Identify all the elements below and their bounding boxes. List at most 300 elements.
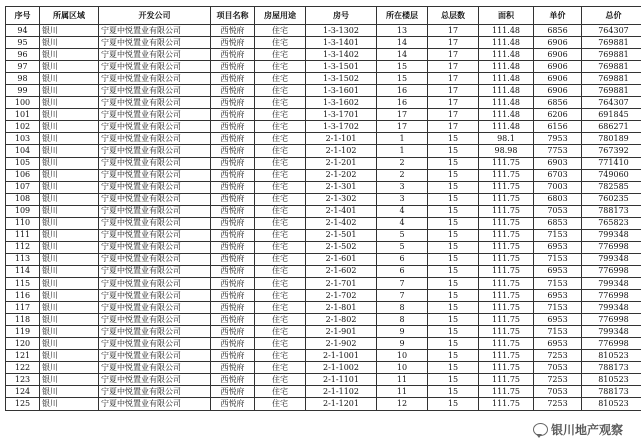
cell-project: 西悦府 xyxy=(211,386,255,398)
cell-unit-price: 6206 xyxy=(534,109,582,121)
cell-project: 西悦府 xyxy=(211,37,255,49)
cell-project: 西悦府 xyxy=(211,217,255,229)
cell-total-price: 764307 xyxy=(582,25,641,37)
cell-index: 99 xyxy=(6,85,40,97)
cell-index: 120 xyxy=(6,338,40,350)
cell-index: 108 xyxy=(6,193,40,205)
cell-area: 111.75 xyxy=(479,181,534,193)
cell-total-price: 782585 xyxy=(582,181,641,193)
cell-index: 103 xyxy=(6,133,40,145)
cell-floor: 12 xyxy=(377,398,428,410)
cell-project: 西悦府 xyxy=(211,157,255,169)
cell-region: 银川 xyxy=(40,145,99,157)
cell-region: 银川 xyxy=(40,302,99,314)
cell-index: 104 xyxy=(6,145,40,157)
cell-area: 111.75 xyxy=(479,302,534,314)
cell-area: 111.48 xyxy=(479,97,534,109)
cell-area: 111.75 xyxy=(479,374,534,386)
cell-area: 98.1 xyxy=(479,133,534,145)
cell-total-floors: 17 xyxy=(428,109,479,121)
cell-unit-price: 7153 xyxy=(534,326,582,338)
cell-floor: 5 xyxy=(377,241,428,253)
cell-floor: 2 xyxy=(377,169,428,181)
cell-unit: 1-3-1402 xyxy=(306,49,377,61)
cell-developer: 宁夏中悦置业有限公司 xyxy=(99,85,211,97)
cell-unit: 2-1-901 xyxy=(306,326,377,338)
cell-project: 西悦府 xyxy=(211,121,255,133)
cell-developer: 宁夏中悦置业有限公司 xyxy=(99,169,211,181)
table-row xyxy=(6,85,641,97)
cell-usage: 住宅 xyxy=(255,157,306,169)
cell-project: 西悦府 xyxy=(211,97,255,109)
cell-total-price: 776998 xyxy=(582,338,641,350)
cell-region: 银川 xyxy=(40,338,99,350)
cell-unit: 2-1-302 xyxy=(306,193,377,205)
cell-total-price: 810523 xyxy=(582,398,641,410)
cell-developer: 宁夏中悦置业有限公司 xyxy=(99,133,211,145)
column-header-unit: 房号 xyxy=(306,7,377,25)
table-row xyxy=(6,61,641,73)
cell-unit: 1-3-1401 xyxy=(306,37,377,49)
cell-region: 银川 xyxy=(40,169,99,181)
cell-unit: 2-1-401 xyxy=(306,205,377,217)
column-header-total-floors: 总层数 xyxy=(428,7,479,25)
column-header-region: 所属区域 xyxy=(40,7,99,25)
cell-floor: 16 xyxy=(377,85,428,97)
cell-project: 西悦府 xyxy=(211,398,255,410)
table-row xyxy=(6,157,641,169)
cell-area: 111.75 xyxy=(479,386,534,398)
cell-developer: 宁夏中悦置业有限公司 xyxy=(99,253,211,265)
table-row xyxy=(6,25,641,37)
cell-floor: 13 xyxy=(377,25,428,37)
cell-usage: 住宅 xyxy=(255,386,306,398)
cell-unit-price: 6856 xyxy=(534,25,582,37)
cell-region: 银川 xyxy=(40,37,99,49)
cell-project: 西悦府 xyxy=(211,241,255,253)
cell-floor: 8 xyxy=(377,314,428,326)
cell-unit: 1-3-1501 xyxy=(306,61,377,73)
cell-floor: 3 xyxy=(377,181,428,193)
cell-total-floors: 15 xyxy=(428,302,479,314)
cell-floor: 6 xyxy=(377,253,428,265)
cell-region: 银川 xyxy=(40,326,99,338)
cell-floor: 17 xyxy=(377,109,428,121)
cell-total-price: 760235 xyxy=(582,193,641,205)
cell-unit-price: 7253 xyxy=(534,374,582,386)
table-row xyxy=(6,97,641,109)
cell-floor: 10 xyxy=(377,362,428,374)
cell-total-floors: 15 xyxy=(428,265,479,277)
table-row xyxy=(6,169,641,181)
cell-total-floors: 17 xyxy=(428,121,479,133)
cell-total-price: 799348 xyxy=(582,302,641,314)
cell-floor: 14 xyxy=(377,49,428,61)
column-header-area: 面积 xyxy=(479,7,534,25)
cell-area: 111.75 xyxy=(479,157,534,169)
cell-area: 111.75 xyxy=(479,314,534,326)
cell-unit-price: 7053 xyxy=(534,386,582,398)
cell-usage: 住宅 xyxy=(255,25,306,37)
cell-total-floors: 15 xyxy=(428,253,479,265)
cell-unit-price: 7153 xyxy=(534,302,582,314)
cell-usage: 住宅 xyxy=(255,217,306,229)
cell-unit-price: 6953 xyxy=(534,338,582,350)
cell-project: 西悦府 xyxy=(211,326,255,338)
cell-floor: 5 xyxy=(377,229,428,241)
cell-total-floors: 17 xyxy=(428,49,479,61)
cell-index: 115 xyxy=(6,277,40,289)
cell-developer: 宁夏中悦置业有限公司 xyxy=(99,398,211,410)
cell-total-floors: 15 xyxy=(428,217,479,229)
column-header-index: 序号 xyxy=(6,7,40,25)
cell-project: 西悦府 xyxy=(211,290,255,302)
cell-unit: 1-3-1601 xyxy=(306,85,377,97)
cell-index: 114 xyxy=(6,265,40,277)
cell-project: 西悦府 xyxy=(211,205,255,217)
cell-total-floors: 15 xyxy=(428,314,479,326)
cell-total-price: 765823 xyxy=(582,217,641,229)
cell-index: 117 xyxy=(6,302,40,314)
cell-region: 银川 xyxy=(40,241,99,253)
cell-project: 西悦府 xyxy=(211,193,255,205)
table-row xyxy=(6,302,641,314)
cell-usage: 住宅 xyxy=(255,85,306,97)
table-row xyxy=(6,326,641,338)
cell-unit-price: 7153 xyxy=(534,253,582,265)
cell-area: 111.48 xyxy=(479,61,534,73)
cell-total-price: 799348 xyxy=(582,253,641,265)
cell-usage: 住宅 xyxy=(255,398,306,410)
cell-unit: 1-3-1302 xyxy=(306,25,377,37)
cell-index: 98 xyxy=(6,73,40,85)
cell-unit-price: 6906 xyxy=(534,85,582,97)
cell-developer: 宁夏中悦置业有限公司 xyxy=(99,386,211,398)
cell-project: 西悦府 xyxy=(211,350,255,362)
cell-project: 西悦府 xyxy=(211,85,255,97)
cell-index: 105 xyxy=(6,157,40,169)
cell-floor: 7 xyxy=(377,277,428,289)
cell-region: 银川 xyxy=(40,362,99,374)
cell-usage: 住宅 xyxy=(255,350,306,362)
cell-region: 银川 xyxy=(40,61,99,73)
cell-total-floors: 15 xyxy=(428,326,479,338)
cell-total-price: 788173 xyxy=(582,386,641,398)
header-row xyxy=(6,7,641,25)
cell-unit: 2-1-301 xyxy=(306,181,377,193)
cell-project: 西悦府 xyxy=(211,181,255,193)
table-row xyxy=(6,49,641,61)
cell-unit: 2-1-902 xyxy=(306,338,377,350)
cell-unit: 2-1-101 xyxy=(306,133,377,145)
cell-developer: 宁夏中悦置业有限公司 xyxy=(99,290,211,302)
cell-index: 97 xyxy=(6,61,40,73)
cell-total-floors: 15 xyxy=(428,374,479,386)
cell-total-price: 799348 xyxy=(582,229,641,241)
cell-total-price: 769881 xyxy=(582,49,641,61)
cell-region: 银川 xyxy=(40,97,99,109)
table-row xyxy=(6,181,641,193)
cell-total-price: 769881 xyxy=(582,37,641,49)
cell-floor: 8 xyxy=(377,302,428,314)
cell-usage: 住宅 xyxy=(255,181,306,193)
cell-unit: 2-1-801 xyxy=(306,302,377,314)
cell-region: 银川 xyxy=(40,265,99,277)
cell-unit-price: 6903 xyxy=(534,157,582,169)
speech-bubble-icon xyxy=(533,423,548,436)
cell-unit: 1-3-1702 xyxy=(306,121,377,133)
cell-unit: 2-1-102 xyxy=(306,145,377,157)
cell-index: 95 xyxy=(6,37,40,49)
cell-unit: 2-1-402 xyxy=(306,217,377,229)
cell-total-price: 764307 xyxy=(582,97,641,109)
cell-index: 119 xyxy=(6,326,40,338)
cell-usage: 住宅 xyxy=(255,61,306,73)
table-row xyxy=(6,217,641,229)
table-row xyxy=(6,241,641,253)
cell-region: 银川 xyxy=(40,398,99,410)
cell-usage: 住宅 xyxy=(255,241,306,253)
cell-unit: 2-1-501 xyxy=(306,229,377,241)
cell-project: 西悦府 xyxy=(211,25,255,37)
cell-total-floors: 15 xyxy=(428,398,479,410)
cell-floor: 2 xyxy=(377,157,428,169)
cell-floor: 4 xyxy=(377,205,428,217)
cell-unit-price: 6906 xyxy=(534,37,582,49)
cell-area: 111.75 xyxy=(479,217,534,229)
cell-index: 109 xyxy=(6,205,40,217)
cell-unit: 2-1-1101 xyxy=(306,374,377,386)
cell-unit: 2-1-1102 xyxy=(306,386,377,398)
cell-floor: 6 xyxy=(377,265,428,277)
cell-total-floors: 15 xyxy=(428,386,479,398)
cell-unit: 2-1-1002 xyxy=(306,362,377,374)
cell-floor: 17 xyxy=(377,121,428,133)
cell-total-floors: 15 xyxy=(428,241,479,253)
cell-region: 银川 xyxy=(40,133,99,145)
cell-total-floors: 15 xyxy=(428,229,479,241)
cell-unit: 1-3-1602 xyxy=(306,97,377,109)
cell-developer: 宁夏中悦置业有限公司 xyxy=(99,25,211,37)
cell-index: 111 xyxy=(6,229,40,241)
cell-unit: 2-1-1201 xyxy=(306,398,377,410)
watermark-text: 银川地产观察 xyxy=(550,423,623,437)
cell-area: 98.98 xyxy=(479,145,534,157)
cell-index: 113 xyxy=(6,253,40,265)
cell-area: 111.48 xyxy=(479,25,534,37)
cell-project: 西悦府 xyxy=(211,133,255,145)
cell-usage: 住宅 xyxy=(255,49,306,61)
cell-floor: 1 xyxy=(377,145,428,157)
cell-index: 106 xyxy=(6,169,40,181)
cell-area: 111.48 xyxy=(479,109,534,121)
cell-unit: 1-3-1502 xyxy=(306,73,377,85)
cell-total-price: 799348 xyxy=(582,277,641,289)
cell-index: 116 xyxy=(6,290,40,302)
cell-index: 123 xyxy=(6,374,40,386)
cell-area: 111.75 xyxy=(479,362,534,374)
cell-project: 西悦府 xyxy=(211,314,255,326)
table-row xyxy=(6,193,641,205)
cell-usage: 住宅 xyxy=(255,326,306,338)
cell-region: 银川 xyxy=(40,290,99,302)
cell-region: 银川 xyxy=(40,350,99,362)
cell-usage: 住宅 xyxy=(255,338,306,350)
cell-index: 125 xyxy=(6,398,40,410)
cell-area: 111.75 xyxy=(479,326,534,338)
cell-total-price: 810523 xyxy=(582,350,641,362)
cell-index: 118 xyxy=(6,314,40,326)
cell-index: 122 xyxy=(6,362,40,374)
cell-developer: 宁夏中悦置业有限公司 xyxy=(99,265,211,277)
cell-area: 111.75 xyxy=(479,290,534,302)
cell-unit: 2-1-202 xyxy=(306,169,377,181)
cell-region: 银川 xyxy=(40,25,99,37)
cell-usage: 住宅 xyxy=(255,290,306,302)
cell-region: 银川 xyxy=(40,314,99,326)
cell-usage: 住宅 xyxy=(255,277,306,289)
cell-usage: 住宅 xyxy=(255,302,306,314)
column-header-project: 项目名称 xyxy=(211,7,255,25)
cell-area: 111.48 xyxy=(479,49,534,61)
cell-region: 银川 xyxy=(40,205,99,217)
cell-total-floors: 17 xyxy=(428,61,479,73)
cell-total-floors: 15 xyxy=(428,350,479,362)
cell-developer: 宁夏中悦置业有限公司 xyxy=(99,37,211,49)
cell-project: 西悦府 xyxy=(211,253,255,265)
cell-unit-price: 7253 xyxy=(534,350,582,362)
table-row xyxy=(6,362,641,374)
cell-developer: 宁夏中悦置业有限公司 xyxy=(99,362,211,374)
cell-index: 102 xyxy=(6,121,40,133)
cell-total-price: 769881 xyxy=(582,85,641,97)
cell-unit-price: 6906 xyxy=(534,73,582,85)
cell-unit-price: 7253 xyxy=(534,398,582,410)
cell-unit-price: 6906 xyxy=(534,61,582,73)
cell-developer: 宁夏中悦置业有限公司 xyxy=(99,277,211,289)
cell-total-price: 769881 xyxy=(582,73,641,85)
cell-developer: 宁夏中悦置业有限公司 xyxy=(99,157,211,169)
cell-total-price: 749060 xyxy=(582,169,641,181)
cell-usage: 住宅 xyxy=(255,97,306,109)
cell-total-floors: 15 xyxy=(428,133,479,145)
cell-total-price: 769881 xyxy=(582,61,641,73)
cell-unit-price: 7053 xyxy=(534,205,582,217)
cell-total-floors: 15 xyxy=(428,290,479,302)
cell-index: 94 xyxy=(6,25,40,37)
cell-region: 银川 xyxy=(40,121,99,133)
cell-total-price: 788173 xyxy=(582,205,641,217)
cell-usage: 住宅 xyxy=(255,109,306,121)
cell-developer: 宁夏中悦置业有限公司 xyxy=(99,229,211,241)
cell-total-floors: 15 xyxy=(428,157,479,169)
cell-unit: 2-1-701 xyxy=(306,277,377,289)
column-header-total-price: 总价 xyxy=(582,7,641,25)
table-row xyxy=(6,205,641,217)
column-header-developer: 开发公司 xyxy=(99,7,211,25)
cell-project: 西悦府 xyxy=(211,302,255,314)
table-row xyxy=(6,350,641,362)
cell-total-floors: 15 xyxy=(428,169,479,181)
cell-unit-price: 6953 xyxy=(534,241,582,253)
table-row xyxy=(6,133,641,145)
column-header-floor: 所在楼层 xyxy=(377,7,428,25)
cell-unit: 2-1-702 xyxy=(306,290,377,302)
cell-index: 96 xyxy=(6,49,40,61)
cell-total-floors: 15 xyxy=(428,193,479,205)
cell-developer: 宁夏中悦置业有限公司 xyxy=(99,374,211,386)
cell-developer: 宁夏中悦置业有限公司 xyxy=(99,97,211,109)
cell-index: 107 xyxy=(6,181,40,193)
cell-developer: 宁夏中悦置业有限公司 xyxy=(99,205,211,217)
cell-floor: 9 xyxy=(377,326,428,338)
cell-developer: 宁夏中悦置业有限公司 xyxy=(99,326,211,338)
cell-project: 西悦府 xyxy=(211,109,255,121)
cell-floor: 16 xyxy=(377,97,428,109)
cell-unit-price: 6156 xyxy=(534,121,582,133)
cell-floor: 10 xyxy=(377,350,428,362)
cell-total-price: 776998 xyxy=(582,265,641,277)
cell-region: 银川 xyxy=(40,109,99,121)
cell-area: 111.48 xyxy=(479,37,534,49)
cell-developer: 宁夏中悦置业有限公司 xyxy=(99,145,211,157)
cell-usage: 住宅 xyxy=(255,73,306,85)
cell-index: 112 xyxy=(6,241,40,253)
cell-unit-price: 7153 xyxy=(534,277,582,289)
cell-total-floors: 17 xyxy=(428,97,479,109)
cell-total-price: 686271 xyxy=(582,121,641,133)
table-row xyxy=(6,265,641,277)
cell-project: 西悦府 xyxy=(211,169,255,181)
cell-unit: 2-1-602 xyxy=(306,265,377,277)
table-row xyxy=(6,290,641,302)
cell-project: 西悦府 xyxy=(211,229,255,241)
cell-project: 西悦府 xyxy=(211,277,255,289)
cell-unit: 2-1-201 xyxy=(306,157,377,169)
cell-total-floors: 17 xyxy=(428,85,479,97)
cell-total-price: 776998 xyxy=(582,241,641,253)
cell-usage: 住宅 xyxy=(255,362,306,374)
cell-region: 银川 xyxy=(40,253,99,265)
cell-developer: 宁夏中悦置业有限公司 xyxy=(99,121,211,133)
cell-usage: 住宅 xyxy=(255,374,306,386)
cell-index: 100 xyxy=(6,97,40,109)
table-row xyxy=(6,338,641,350)
cell-usage: 住宅 xyxy=(255,37,306,49)
cell-area: 111.48 xyxy=(479,73,534,85)
cell-project: 西悦府 xyxy=(211,362,255,374)
cell-total-floors: 15 xyxy=(428,181,479,193)
cell-unit: 1-3-1701 xyxy=(306,109,377,121)
cell-usage: 住宅 xyxy=(255,193,306,205)
cell-total-price: 771410 xyxy=(582,157,641,169)
cell-index: 101 xyxy=(6,109,40,121)
cell-developer: 宁夏中悦置业有限公司 xyxy=(99,241,211,253)
cell-total-price: 799348 xyxy=(582,326,641,338)
cell-unit-price: 6953 xyxy=(534,265,582,277)
cell-developer: 宁夏中悦置业有限公司 xyxy=(99,49,211,61)
cell-usage: 住宅 xyxy=(255,265,306,277)
cell-region: 银川 xyxy=(40,157,99,169)
cell-total-floors: 15 xyxy=(428,338,479,350)
cell-index: 121 xyxy=(6,350,40,362)
cell-floor: 1 xyxy=(377,133,428,145)
cell-unit-price: 7953 xyxy=(534,133,582,145)
cell-area: 111.75 xyxy=(479,229,534,241)
cell-floor: 15 xyxy=(377,73,428,85)
cell-index: 124 xyxy=(6,386,40,398)
cell-usage: 住宅 xyxy=(255,145,306,157)
